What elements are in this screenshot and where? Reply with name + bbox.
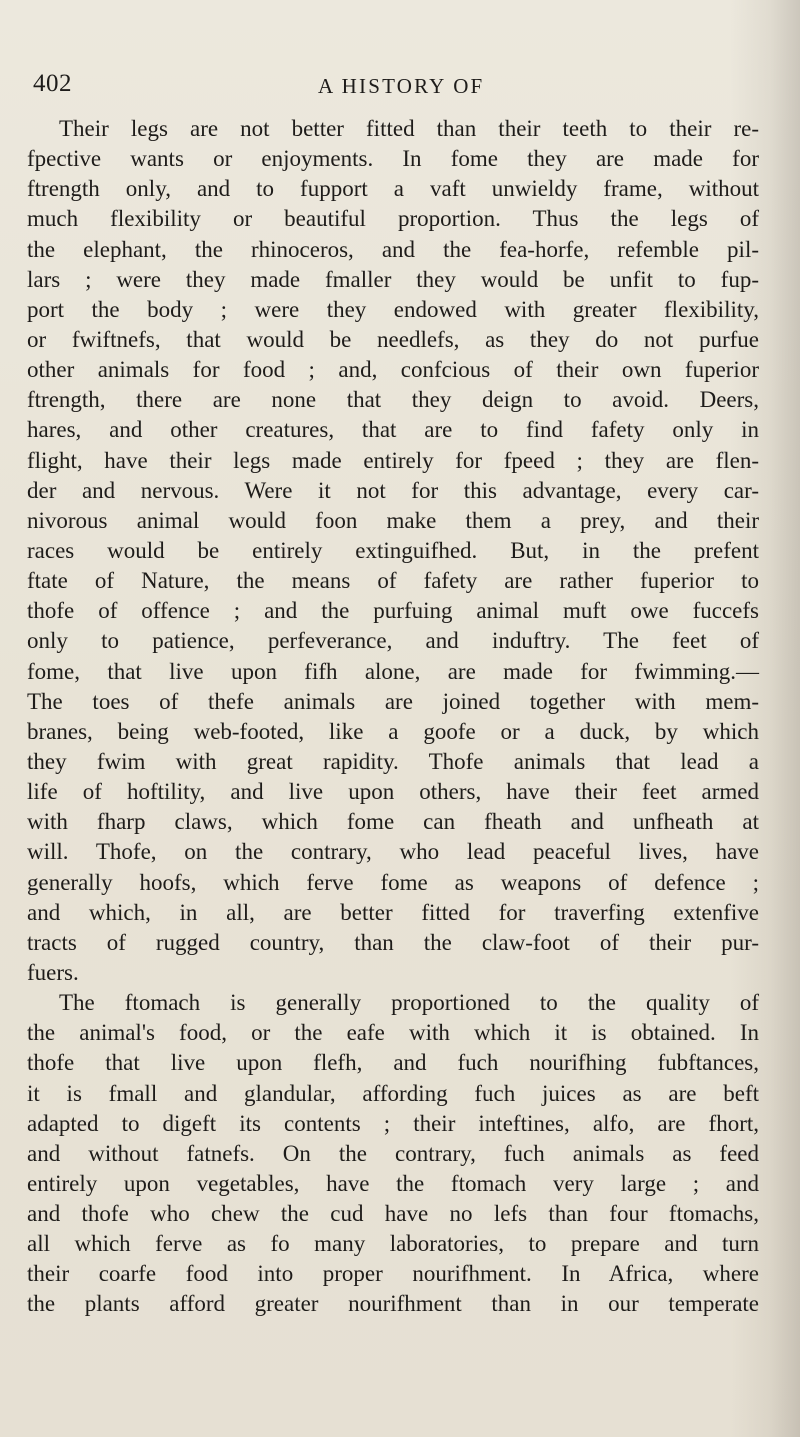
text-line: with fharp claws, which fome can fheath and unfheath at <box>27 809 759 835</box>
text-line: all which ferve as fo many laboratories, to prepare and turn <box>27 1231 759 1257</box>
text-line: hares, and other creatures, that are to find fafety only in <box>27 417 759 443</box>
text-line: ftate of Nature, the means of fafety are rather fuperior to <box>27 568 759 594</box>
text-line: ftrength, there are none that they deign to avoid. Deers, <box>27 387 759 413</box>
text-line: port the body ; were they endowed with greater flexibility, <box>27 296 759 322</box>
text-line: it is fmall and glandular, affording fuch juices as are beft <box>27 1080 759 1106</box>
running-head <box>33 70 753 106</box>
text-line: the animal's food, or the eafe with which it is obtained. In <box>27 1020 759 1046</box>
text-line: lars ; were they made fmaller they would be unfit to fup- <box>27 266 759 292</box>
text-line: or fwiftnefs, that would be needlefs, as they do not purfue <box>27 326 759 352</box>
text-line: the elephant, the rhinoceros, and the fea-horfe, refemble pil- <box>27 236 759 262</box>
body-text <box>27 114 759 1320</box>
text-line: fuers. <box>27 959 79 985</box>
page-number: 402 <box>33 70 72 97</box>
text-line: generally hoofs, which ferve fome as weapons of defence ; <box>27 869 759 895</box>
text-line: thofe of offence ; and the purfuing animal muft owe fuccefs <box>27 598 759 624</box>
text-line: only to patience, perfeverance, and induftry. The feet of <box>27 628 759 654</box>
text-line: other animals for food ; and, confcious of their own fuperior <box>27 357 759 383</box>
text-line: life of hoftility, and live upon others, have their feet armed <box>27 779 759 805</box>
text-line: fpective wants or enjoyments. In fome they are made for <box>27 146 759 172</box>
text-line: much flexibility or beautiful proportion. Thus the legs of <box>27 206 759 232</box>
text-line: they fwim with great rapidity. Thofe animals that lead a <box>27 748 759 774</box>
text-line: The toes of thefe animals are joined together with mem- <box>27 688 759 714</box>
text-line: their coarfe food into proper nourifhment. In Africa, where <box>27 1261 759 1287</box>
text-line: tracts of rugged country, than the claw-foot of their pur- <box>27 929 759 955</box>
text-line: The ftomach is generally proportioned to the quality of <box>59 990 759 1016</box>
running-title: A HISTORY OF <box>318 74 485 98</box>
text-line: races would be entirely extinguifhed. But, in the prefent <box>27 537 759 563</box>
text-line: and without fatnefs. On the contrary, fuch animals as feed <box>27 1140 759 1166</box>
text-line: thofe that live upon flefh, and fuch nourifhing fubftances, <box>27 1050 759 1076</box>
text-line: and which, in all, are better fitted for traverfing extenfive <box>27 899 759 925</box>
text-line: and thofe who chew the cud have no lefs than four ftomachs, <box>27 1201 759 1227</box>
text-line: adapted to digeft its contents ; their inteftines, alfo, are fhort, <box>27 1110 759 1136</box>
text-line: the plants afford greater nourifhment than in our temperate <box>27 1291 759 1317</box>
text-line: der and nervous. Were it not for this advantage, every car- <box>27 477 759 503</box>
text-line: entirely upon vegetables, have the ftomach very large ; and <box>27 1170 759 1196</box>
text-line: flight, have their legs made entirely for fpeed ; they are flen- <box>27 447 759 473</box>
text-line: branes, being web-footed, like a goofe or a duck, by which <box>27 718 759 744</box>
text-line: fome, that live upon fifh alone, are made for fwimming.— <box>27 658 759 684</box>
text-line: ftrength only, and to fupport a vaft unwieldy frame, without <box>27 176 759 202</box>
text-line: nivorous animal would foon make them a prey, and their <box>27 507 759 533</box>
text-line: will. Thofe, on the contrary, who lead peaceful lives, have <box>27 839 759 865</box>
text-line: Their legs are not better fitted than their teeth to their re- <box>59 116 759 141</box>
